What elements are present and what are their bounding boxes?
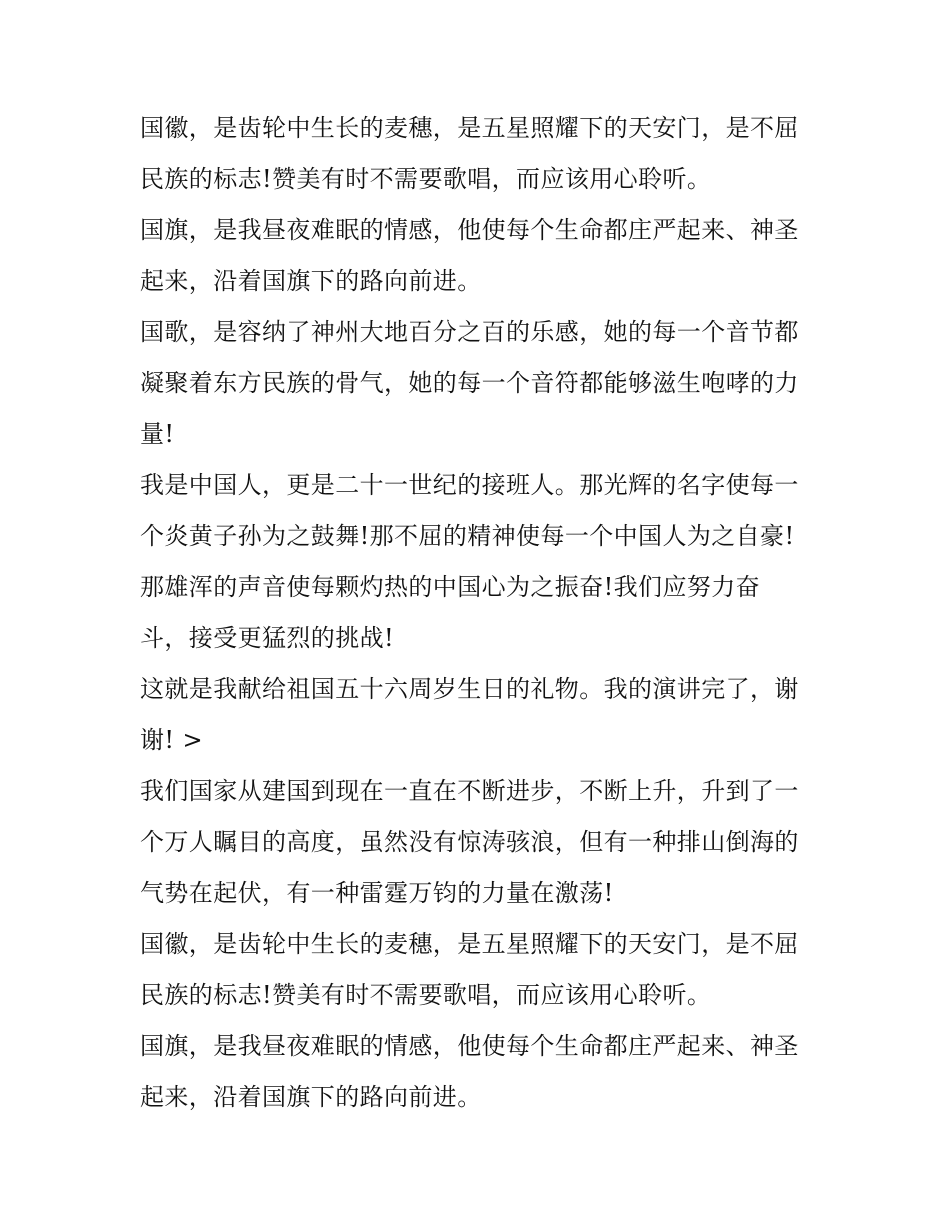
document-body bbox=[140, 103, 816, 1123]
text-line: 斗，接受更猛烈的挑战! bbox=[140, 624, 395, 652]
text-line: 国旗，是我昼夜难眠的情感，他使每个生命都庄严起来、神圣 bbox=[140, 1032, 799, 1060]
text-line: 气势在起伏，有一种雷霆万钧的力量在激荡! bbox=[140, 879, 614, 907]
text-line: 我是中国人，更是二十一世纪的接班人。那光辉的名字使每一 bbox=[140, 471, 799, 499]
text-line: 国徽，是齿轮中生长的麦穗，是五星照耀下的天安门，是不屈 bbox=[140, 930, 799, 958]
text-line: 那雄浑的声音使每颗灼热的中国心为之振奋!我们应努力奋 bbox=[140, 573, 761, 601]
text-line: 个炎黄子孙为之鼓舞!那不屈的精神使每一个中国人为之自豪! bbox=[140, 522, 795, 550]
text-line: 民族的标志!赞美有时不需要歌唱，而应该用心聆听。 bbox=[140, 981, 712, 1009]
text-line: 国歌，是容纳了神州大地百分之百的乐感，她的每一个音节都 bbox=[140, 318, 799, 346]
text-line: 民族的标志!赞美有时不需要歌唱，而应该用心聆听。 bbox=[140, 165, 712, 193]
text-line: 谢! > bbox=[140, 726, 203, 754]
text-line: 起来，沿着国旗下的路向前进。 bbox=[140, 1083, 482, 1111]
text-line: 国徽，是齿轮中生长的麦穗，是五星照耀下的天安门，是不屈 bbox=[140, 114, 799, 142]
text-line: 我们国家从建国到现在一直在不断进步，不断上升，升到了一 bbox=[140, 777, 799, 805]
text-line: 国旗，是我昼夜难眠的情感，他使每个生命都庄严起来、神圣 bbox=[140, 216, 799, 244]
text-line: 起来，沿着国旗下的路向前进。 bbox=[140, 267, 482, 295]
text-line: 凝聚着东方民族的骨气，她的每一个音符都能够滋生咆哮的力 bbox=[140, 369, 799, 397]
text-line: 这就是我献给祖国五十六周岁生日的礼物。我的演讲完了，谢 bbox=[140, 675, 799, 703]
text-line: 个万人瞩目的高度，虽然没有惊涛骇浪，但有一种排山倒海的 bbox=[140, 828, 799, 856]
text-line: 量! bbox=[140, 420, 175, 448]
